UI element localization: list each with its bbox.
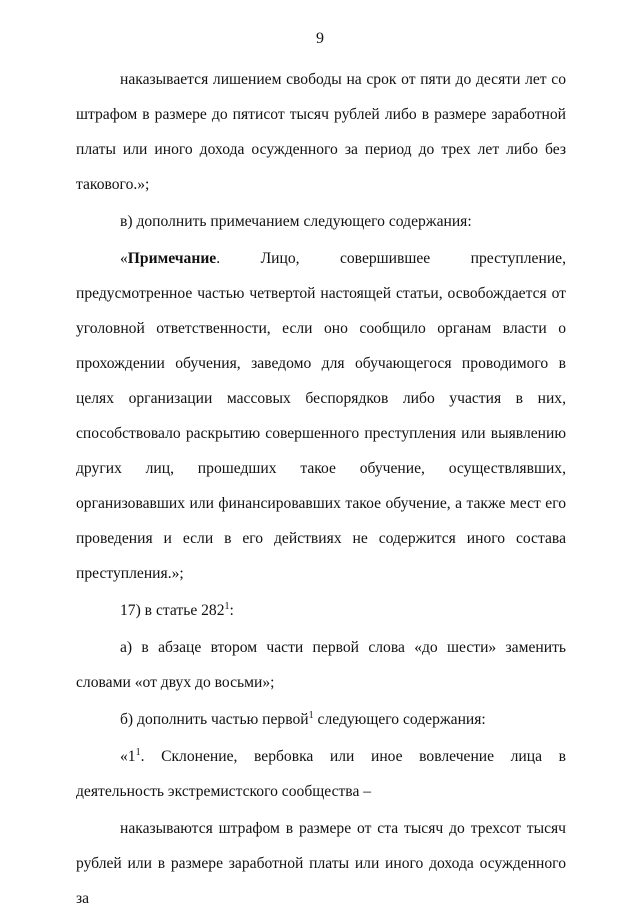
- part-text: . Склонение, вербовка или иное вовлечение лица в деятельность экстремистского сообщества –: [76, 748, 566, 800]
- page-number: 9: [316, 30, 324, 47]
- note-heading: Примечание: [127, 250, 217, 267]
- paragraph-part-1-1: [76, 739, 566, 809]
- paragraph-article-282-1: [76, 593, 566, 628]
- amend-b-text: б) дополнить частью первой: [120, 711, 309, 728]
- paragraph-add-note: в) дополнить примечанием следующего содержания:: [120, 213, 472, 230]
- amend-b-superscript: 1: [308, 709, 314, 721]
- article-superscript: 1: [224, 600, 230, 612]
- note-open-quote: «: [120, 250, 128, 267]
- paragraph-punishment-clause: наказывается лишением свободы на срок от пяти до десяти лет со штрафом в размере до пятисот тысяч рублей либо в размере заработной платы или иного дохода осужденного за период до трех лет либо без такового.»;: [76, 71, 566, 193]
- document-body: [76, 62, 566, 916]
- article-ref-text: 17) в статье 282: [120, 602, 225, 619]
- paragraph-amend-b: [76, 702, 566, 737]
- note-text: . Лицо, совершившее преступление, предусмотренное частью четвертой настоящей статьи, освобождается от уголовной ответственности, если оно сообщило органам власти о прохождении обучения, заведомо для обучающегося проводимого в целях организации массовых беспорядков либо участия в них, способствовало раскрытию совершенного преступления или выявлению других лиц, прошедших такое обучение, осуществлявших, организовавших или финансировавших такое обучение, а также мест его проведения и если в его действиях не содержится иного состава преступления.»;: [76, 250, 566, 582]
- part-number: «1: [120, 748, 136, 765]
- amend-b-tail: следующего содержания:: [313, 711, 486, 728]
- part-superscript: 1: [135, 746, 141, 758]
- article-ref-colon: :: [229, 602, 234, 619]
- paragraph-fine-clause: наказываются штрафом в размере от ста тысяч до трехсот тысяч рублей или в размере заработной платы или иного дохода осужденного за: [76, 820, 566, 907]
- paragraph-amend-a: а) в абзаце втором части первой слова «до шести» заменить словами «от двух до восьми»;: [76, 639, 566, 691]
- paragraph-note: [76, 241, 566, 591]
